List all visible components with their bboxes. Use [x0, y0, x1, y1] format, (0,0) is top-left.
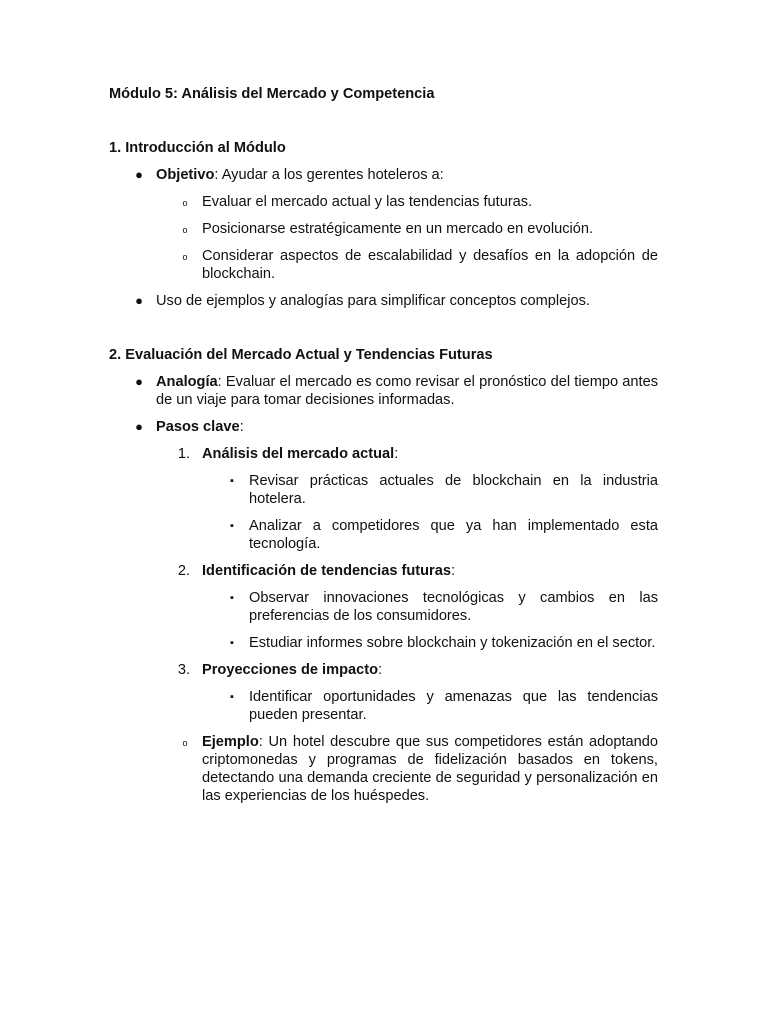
sub-item-text: Posicionarse estratégicamente en un mercado en evolución.	[202, 221, 594, 237]
bullet-disc-icon: ●	[135, 293, 143, 308]
section-2-heading: 2. Evaluación del Mercado Actual y Tendencias Futuras	[109, 347, 493, 363]
objetivo-text: : Ayudar a los gerentes hoteleros a:	[214, 167, 444, 183]
bullet-square-icon: ▪	[230, 592, 234, 604]
list-item-ejemplo	[182, 733, 658, 805]
step-sub-item-text: Observar innovaciones tecnológicas y cambios en las preferencias de los consumidores.	[249, 590, 658, 624]
list-item-sub	[182, 220, 658, 238]
bullet-disc-icon: ●	[135, 167, 143, 182]
bullet-circle-icon: o	[182, 225, 188, 235]
document-body	[109, 85, 658, 814]
step-sub-item	[230, 472, 658, 508]
step-number: 2.	[177, 563, 190, 579]
step-sub-item-text: Estudiar informes sobre blockchain y tokenización en el sector.	[249, 635, 656, 651]
ejemplo-text: : Un hotel descubre que sus competidores están adoptando criptomonedas y programas de fidelización basados en tokens, detectando una demanda creciente de seguridad y personalización en las experiencias de los huéspedes.	[202, 734, 658, 804]
step-label: Identificación de tendencias futuras	[202, 563, 451, 579]
list-item-objetivo	[135, 166, 658, 184]
step-sub-item-text: Revisar prácticas actuales de blockchain en la industria hotelera.	[249, 473, 658, 507]
step-sub-item-text: Identificar oportunidades y amenazas que las tendencias pueden presentar.	[249, 689, 658, 723]
sub-item-text: Considerar aspectos de escalabilidad y desafíos en la adopción de blockchain.	[202, 248, 658, 282]
step-suffix: :	[394, 446, 399, 462]
bullet-circle-icon: o	[182, 198, 188, 208]
bullet-square-icon: ▪	[230, 475, 234, 487]
step-suffix: :	[378, 662, 383, 678]
step-sub-item	[230, 589, 658, 625]
pasos-suffix: :	[239, 419, 244, 435]
pasos-label: Pasos clave	[156, 419, 240, 435]
step-sub-item	[230, 634, 658, 652]
step-sub-item	[230, 517, 658, 553]
analogia-text: : Evaluar el mercado es como revisar el pronóstico del tiempo antes de un viaje para tomar decisiones informadas.	[156, 374, 658, 408]
bullet-square-icon: ▪	[230, 637, 234, 649]
bullet-disc-icon: ●	[135, 374, 143, 389]
step-sub-item	[230, 688, 658, 724]
analogia-label: Analogía	[156, 374, 218, 390]
list-item-pasos	[135, 418, 658, 436]
bullet-square-icon: ▪	[230, 520, 234, 532]
bullet-square-icon: ▪	[230, 691, 234, 703]
step-item	[177, 661, 658, 679]
step-item	[177, 445, 658, 463]
step-item	[177, 562, 658, 580]
step-number: 1.	[177, 446, 190, 462]
bullet-circle-icon: o	[182, 252, 188, 262]
list-item-sub	[182, 193, 658, 211]
list-item-text: Uso de ejemplos y analogías para simplificar conceptos complejos.	[156, 293, 590, 309]
list-item-sub	[182, 247, 658, 283]
step-label: Proyecciones de impacto	[202, 662, 379, 678]
bullet-circle-icon: o	[182, 738, 188, 748]
step-number: 3.	[177, 662, 190, 678]
section-1-heading: 1. Introducción al Módulo	[109, 140, 286, 156]
list-item-analogia	[135, 373, 658, 409]
document-title: Módulo 5: Análisis del Mercado y Competencia	[109, 86, 435, 102]
sub-item-text: Evaluar el mercado actual y las tendencias futuras.	[202, 194, 533, 210]
objetivo-label: Objetivo	[156, 167, 215, 183]
step-suffix: :	[450, 563, 456, 579]
list-item-ejemplos	[135, 292, 658, 310]
ejemplo-label: Ejemplo	[202, 734, 259, 750]
step-sub-item-text: Analizar a competidores que ya han implementado esta tecnología.	[249, 518, 658, 552]
bullet-disc-icon: ●	[135, 419, 143, 434]
step-label: Análisis del mercado actual	[202, 446, 395, 462]
